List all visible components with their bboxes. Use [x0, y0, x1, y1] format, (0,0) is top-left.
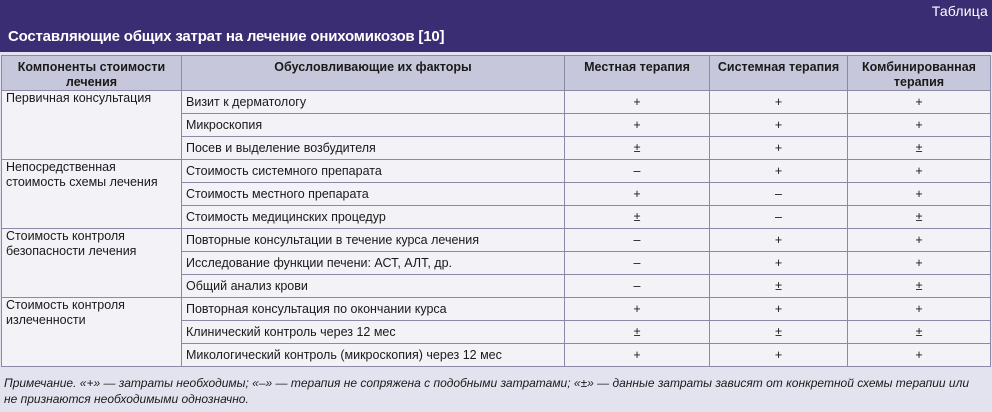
component-cell: Стоимость контроля излеченности — [2, 298, 182, 367]
systemic-cell: + — [710, 137, 848, 160]
combined-cell: + — [848, 252, 991, 275]
component-cell: Первичная консультация — [2, 91, 182, 160]
column-header: Системная терапия — [710, 56, 848, 91]
component-cell: Стоимость контроля безопасности лечения — [2, 229, 182, 298]
combined-cell: + — [848, 91, 991, 114]
systemic-cell: + — [710, 252, 848, 275]
component-cell: Непосредственная стоимость схемы лечения — [2, 160, 182, 229]
combined-cell: ± — [848, 206, 991, 229]
local-cell: ± — [565, 206, 710, 229]
factor-cell: Стоимость системного препарата — [182, 160, 565, 183]
local-cell: + — [565, 114, 710, 137]
column-header: Комбинированная терапия — [848, 56, 991, 91]
column-header: Обусловливающие их факторы — [182, 56, 565, 91]
local-cell: + — [565, 91, 710, 114]
combined-cell: + — [848, 229, 991, 252]
table-header-row — [2, 56, 991, 91]
local-cell: – — [565, 160, 710, 183]
systemic-cell: ± — [710, 275, 848, 298]
factor-cell: Микологический контроль (микроскопия) через 12 мес — [182, 344, 565, 367]
table-row — [2, 160, 991, 183]
systemic-cell: + — [710, 298, 848, 321]
combined-cell: ± — [848, 137, 991, 160]
systemic-cell: + — [710, 160, 848, 183]
column-header: Компоненты стоимости лечения — [2, 56, 182, 91]
combined-cell: + — [848, 183, 991, 206]
factor-cell: Общий анализ крови — [182, 275, 565, 298]
combined-cell: ± — [848, 321, 991, 344]
local-cell: + — [565, 344, 710, 367]
table-row — [2, 298, 991, 321]
table-row — [2, 91, 991, 114]
combined-cell: + — [848, 160, 991, 183]
factor-cell: Повторная консультация по окончании курса — [182, 298, 565, 321]
systemic-cell: + — [710, 91, 848, 114]
factor-cell: Посев и выделение возбудителя — [182, 137, 565, 160]
factor-cell: Стоимость местного препарата — [182, 183, 565, 206]
systemic-cell: ± — [710, 321, 848, 344]
combined-cell: + — [848, 344, 991, 367]
table-row — [2, 229, 991, 252]
cost-components-table — [1, 55, 991, 367]
combined-cell: + — [848, 298, 991, 321]
combined-cell: ± — [848, 275, 991, 298]
local-cell: + — [565, 298, 710, 321]
systemic-cell: + — [710, 344, 848, 367]
table-footnote: Примечание. «+» — затраты необходимы; «–» — терапия не сопряжена с подобными затратами; «±» — данные затраты зависят от конкретной схемы терапии или не признаются необходимыми однозначно. — [4, 376, 970, 406]
combined-cell: + — [848, 114, 991, 137]
factor-cell: Повторные консультации в течение курса лечения — [182, 229, 565, 252]
table-header-bar — [0, 0, 992, 52]
systemic-cell: + — [710, 114, 848, 137]
factor-cell: Стоимость медицинских процедур — [182, 206, 565, 229]
local-cell: ± — [565, 137, 710, 160]
systemic-cell: – — [710, 206, 848, 229]
local-cell: – — [565, 229, 710, 252]
factor-cell: Визит к дерматологу — [182, 91, 565, 114]
column-header: Местная терапия — [565, 56, 710, 91]
factor-cell: Клинический контроль через 12 мес — [182, 321, 565, 344]
local-cell: ± — [565, 321, 710, 344]
table-label: Таблица — [931, 3, 988, 19]
local-cell: + — [565, 183, 710, 206]
table-title: Составляющие общих затрат на лечение онихомикозов [10] — [8, 28, 445, 45]
systemic-cell: + — [710, 229, 848, 252]
factor-cell: Микроскопия — [182, 114, 565, 137]
local-cell: – — [565, 275, 710, 298]
local-cell: – — [565, 252, 710, 275]
factor-cell: Исследование функции печени: АСТ, АЛТ, др. — [182, 252, 565, 275]
systemic-cell: – — [710, 183, 848, 206]
